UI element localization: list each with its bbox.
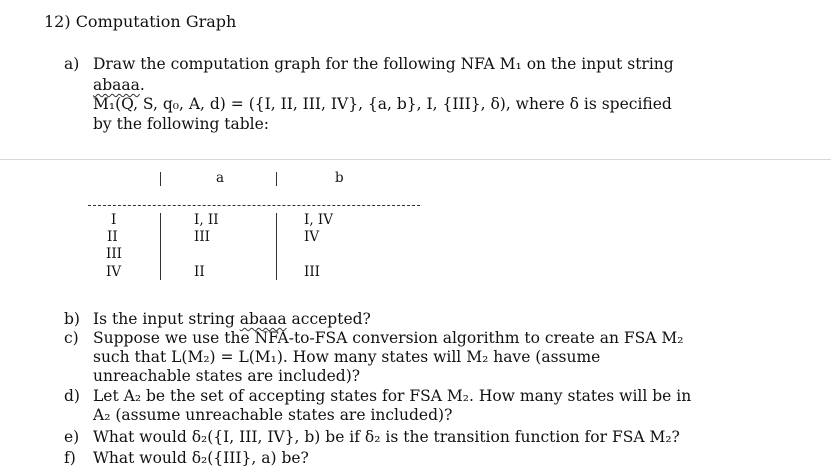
table-row-state: III <box>106 246 122 262</box>
part-b-label: b) <box>64 310 80 328</box>
table-row-state: IV <box>106 264 122 280</box>
part-f-text: What would δ₂({III}, a) be? <box>93 449 309 467</box>
table-separator <box>276 213 277 280</box>
part-e-label: e) <box>64 428 80 446</box>
table-header-a: a <box>216 170 225 186</box>
part-a-line1: Draw the computation graph for the following NFA M₁ on the input string <box>93 55 674 73</box>
table-header-rule <box>88 205 420 206</box>
part-f-label: f) <box>64 449 76 467</box>
table-cell-a: I, II <box>194 212 219 228</box>
table-separator <box>276 172 277 186</box>
table-separator <box>160 213 161 280</box>
part-d-label: d) <box>64 387 80 405</box>
part-b-input-string: abaaa <box>239 310 287 328</box>
table-cell-b: III <box>304 264 320 280</box>
question-title: 12) Computation Graph <box>44 12 237 31</box>
table-row-state: II <box>107 229 118 245</box>
input-suffix: . <box>139 76 145 94</box>
table-cell-a: II <box>194 264 205 280</box>
part-c-label: c) <box>64 329 79 347</box>
table-header-b: b <box>335 170 344 186</box>
part-d-line: Let A₂ be the set of accepting states for FSA M₂. How many states will be in <box>93 387 692 405</box>
part-a-line4: by the following table: <box>93 115 270 133</box>
input-string: abaaa <box>93 76 140 94</box>
part-c-line: such that L(M₂) = L(M₁). How many states will M₂ have (assume <box>93 348 601 366</box>
part-c-line: Suppose we use the NFA-to-FSA conversion algorithm to create an FSA M₂ <box>93 329 684 347</box>
table-cell-b: IV <box>304 229 320 245</box>
section-divider <box>0 159 831 160</box>
part-a-definition: M₁(Q, S, q₀, A, d) = ({I, II, III, IV}, {a, b}, I, {III}, δ), where δ is specified <box>93 95 672 113</box>
part-d-line: A₂ (assume unreachable states are included)? <box>93 406 453 424</box>
table-cell-b: I, IV <box>304 212 333 228</box>
part-c-line: unreachable states are included)? <box>93 367 361 385</box>
table-separator <box>160 172 161 186</box>
table-row-state: I <box>111 212 117 228</box>
part-b-prefix: Is the input string <box>93 310 240 328</box>
part-e-text: What would δ₂({I, III, IV}, b) be if δ₂ is the transition function for FSA M₂? <box>93 428 680 446</box>
part-b-suffix: accepted? <box>286 310 371 328</box>
part-b-text <box>93 312 371 328</box>
part-a-label: a) <box>64 55 80 73</box>
part-a-input-line <box>93 78 145 94</box>
table-cell-a: III <box>194 229 210 245</box>
